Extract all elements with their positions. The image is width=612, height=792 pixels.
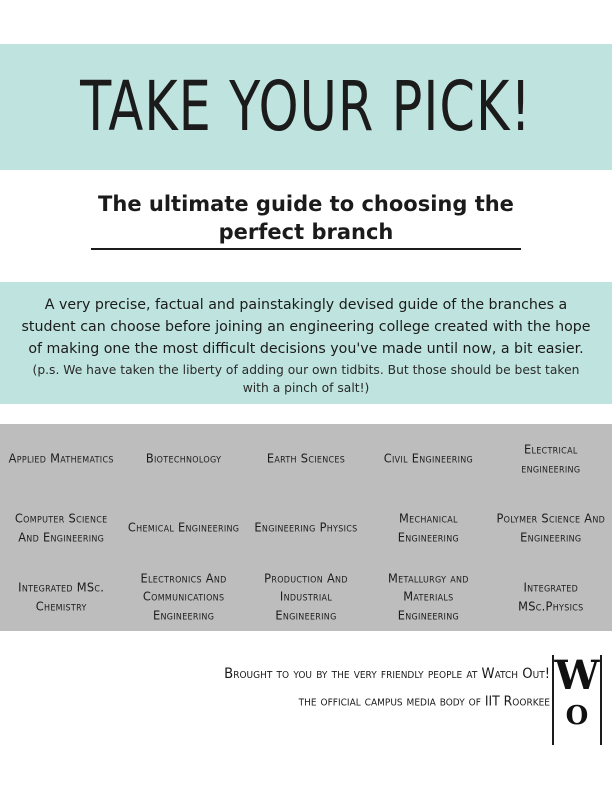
subtitle-container [0, 190, 612, 250]
branch-cell[interactable]: Production And Industrial Engineering [264, 569, 348, 623]
page-subtitle: The ultimate guide to choosing the perfect branch [91, 190, 521, 250]
description-band [0, 282, 612, 404]
postscript-text: (p.s. We have taken the liberty of adding our own tidbits. But those should be best taken with a pinch of salt!) [32, 363, 580, 395]
branch-cell[interactable]: Electrical engineering [521, 441, 581, 476]
page-title: TAKE YOUR PICK! [80, 67, 532, 147]
branch-cell[interactable]: Biotechnology [145, 450, 222, 467]
branch-cell[interactable]: Engineering Physics [254, 519, 358, 536]
title-banner [0, 44, 612, 170]
footer-credit-line-2: the official campus media body of IIT Roorkee [298, 692, 550, 710]
branch-grid [0, 424, 612, 631]
branch-cell[interactable]: Integrated MSc.Physics [518, 579, 584, 614]
branch-cell[interactable]: Applied Mathematics [8, 450, 114, 467]
footer-credit [90, 661, 550, 715]
logo-letter-o: O [565, 701, 589, 731]
footer [0, 652, 612, 755]
logo-letter-w: W [554, 652, 600, 699]
branch-cell[interactable]: Metallurgy and Materials Engineering [388, 569, 469, 623]
watch-out-logo [552, 652, 602, 745]
branch-cell[interactable]: Integrated MSc. Chemistry [18, 579, 105, 614]
branch-cell[interactable]: Earth Sciences [266, 450, 346, 467]
branch-cell[interactable]: Mechanical Engineering [397, 510, 460, 545]
description-text: A very precise, factual and painstakingly devised guide of the branches a student can choose before joining an engineering college created with the hope of making one the most difficult decisions you've made until now, a bit easier. [21, 297, 591, 357]
footer-credit-line-1: Brought to you by the very friendly people at Watch Out! [224, 666, 550, 683]
branch-cell[interactable]: Electronics And Communications Engineering [140, 569, 227, 623]
branch-cell[interactable]: Civil Engineering [383, 450, 474, 467]
branch-cell[interactable]: Chemical Engineering [127, 519, 240, 536]
branch-cell[interactable]: Polymer Science And Engineering [496, 510, 606, 545]
branch-cell[interactable]: Computer Science And Engineering [14, 510, 108, 545]
